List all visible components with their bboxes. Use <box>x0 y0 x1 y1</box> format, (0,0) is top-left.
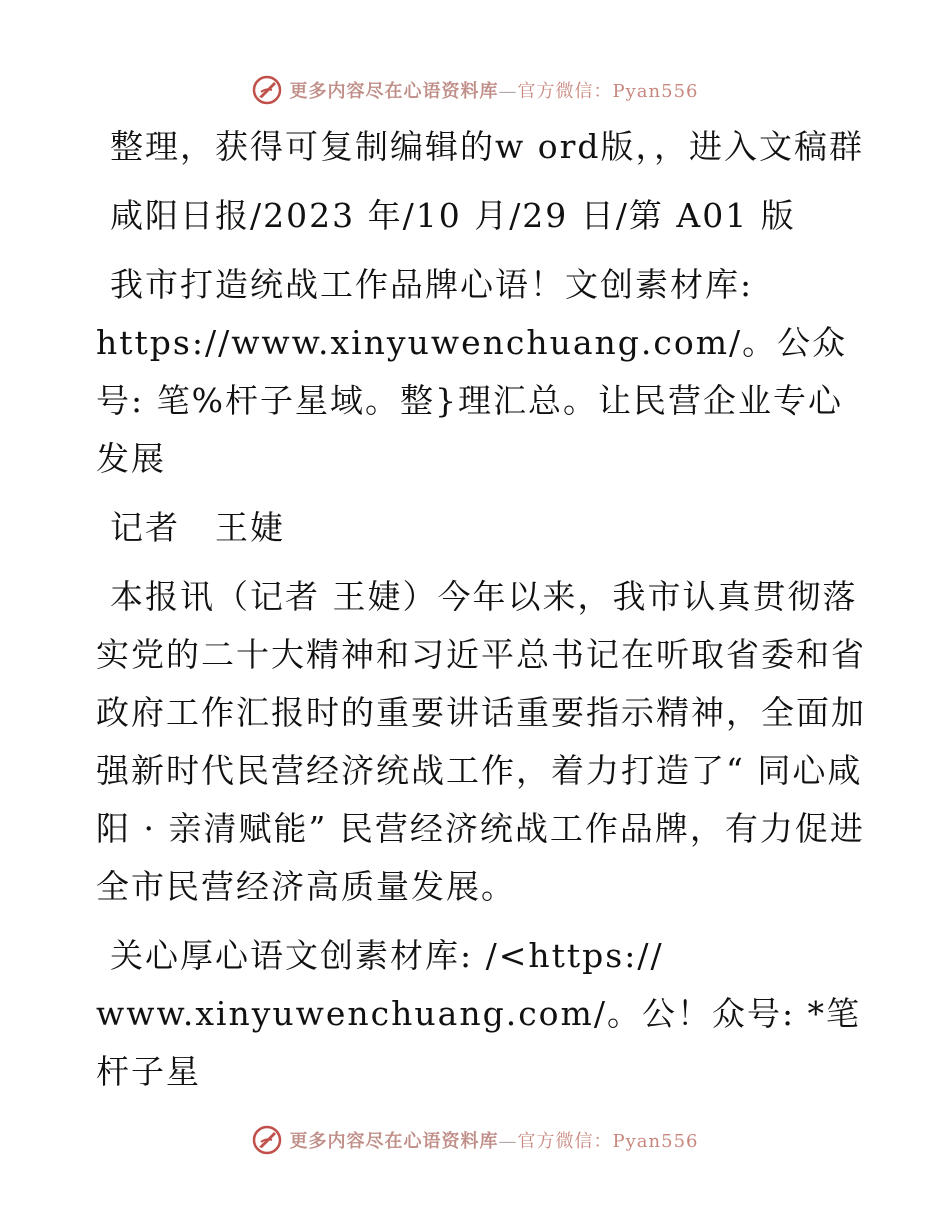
quill-logo-icon <box>252 75 282 105</box>
watermark-main: 更多内容尽在心语资料库 <box>289 81 499 102</box>
paragraph-footer-text: 关心厚心语文创素材库: /<https:// www.xinyuwenchuang.com/。公！众号: *笔杆子星 <box>96 936 862 1091</box>
watermark-wechat-label: 官方微信： <box>517 81 613 102</box>
paragraph-intro: 整理，获得可复制编辑的w ord版，，进入文稿群 <box>110 127 865 166</box>
watermark-banner-top <box>0 70 950 110</box>
watermark-banner-bottom <box>0 1120 950 1160</box>
watermark-wechat-label: 官方微信： <box>517 1131 613 1152</box>
watermark-text <box>290 1127 699 1153</box>
paragraph-body: 本报讯（记者 王婕）今年以来，我市认真贯彻落实党的二十大精神和习近平总书记在听取省委和省政府工作汇报时的重要讲话重要指示精神，全面加强新时代民营经济统战工作，着力打造了“ 同心咸阳 · 亲清赋能” 民营经济统战工作品牌，有力促进全市民营经济高质量发展。 <box>96 577 866 906</box>
watermark-separator: — <box>498 81 518 102</box>
headline-link-text: https://www.xinyuwenchuang.com/。公众号: 笔%杆子星域。整}理汇总。让民营企业专心发展 <box>96 323 848 478</box>
watermark-text <box>290 77 699 103</box>
paragraph-byline: 记者 王婕 <box>110 508 285 547</box>
footer-link-text: www.xinyuwenchuang.com/。公！众号: *笔杆子星 <box>96 994 862 1091</box>
watermark-main: 更多内容尽在心语资料库 <box>289 1131 499 1152</box>
watermark-wechat-id: Pyan556 <box>612 1131 699 1152</box>
watermark-wechat-id: Pyan556 <box>612 81 699 102</box>
quill-logo-icon <box>252 1125 282 1155</box>
watermark-separator: — <box>498 1131 518 1152</box>
document-body <box>96 118 866 1112</box>
paragraph-headline: 我市打造统战工作品牌心语！文创素材库: https://www.xinyuwenchuang.com/。公众号: 笔%杆子星域。整}理汇总。让民营企业专心发展 <box>96 265 848 478</box>
paragraph-source: 咸阳日报/2023 年/10 月/29 日/第 A01 版 <box>110 196 796 235</box>
